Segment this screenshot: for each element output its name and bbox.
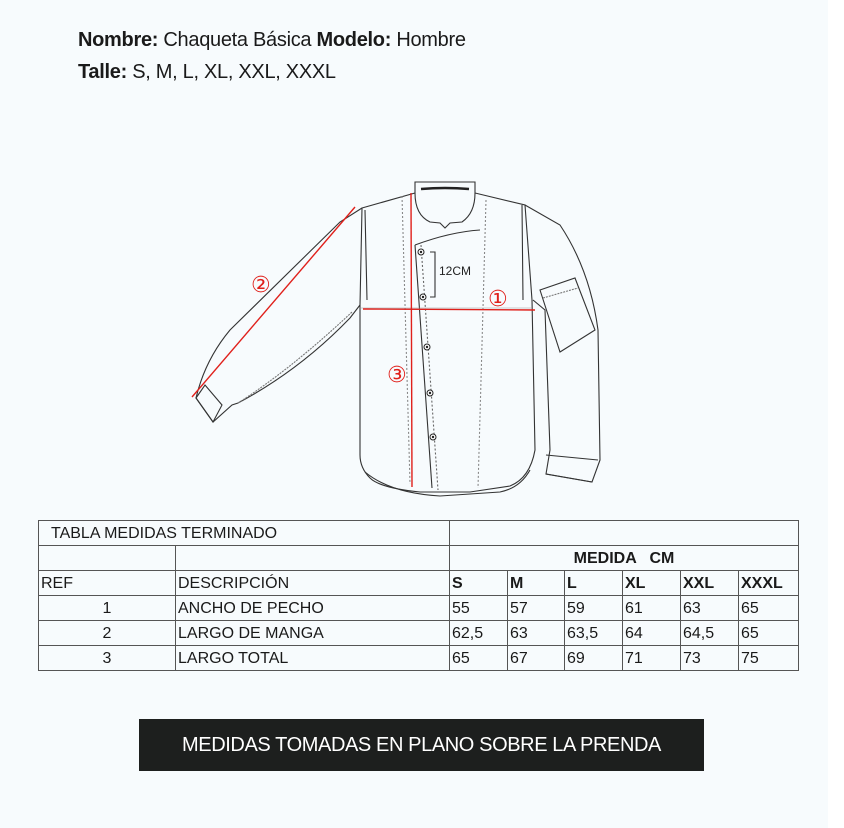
col-header-l: L <box>565 571 623 596</box>
col-header-m: M <box>508 571 565 596</box>
marker-1: ① <box>488 287 508 312</box>
table-header-row <box>39 571 799 596</box>
size-line <box>78 56 466 88</box>
measurements-table <box>38 520 799 671</box>
jacket-body-outline <box>360 182 535 492</box>
table-row <box>39 646 799 671</box>
row-value: 64,5 <box>681 621 739 646</box>
marker-3: ③ <box>387 363 407 388</box>
row-ref: 3 <box>39 646 176 671</box>
measure-line-sleeve <box>192 207 355 397</box>
table-empty-cell <box>39 546 176 571</box>
marker-2: ② <box>251 273 271 298</box>
row-value: 73 <box>681 646 739 671</box>
row-value: 65 <box>739 621 799 646</box>
unit-header: MEDIDA CM <box>450 546 799 571</box>
row-ref: 2 <box>39 621 176 646</box>
table-title: TABLA MEDIDAS TERMINADO <box>39 521 450 546</box>
row-value: 59 <box>565 596 623 621</box>
col-header-ref: REF <box>39 571 176 596</box>
name-line <box>78 24 466 56</box>
row-value: 65 <box>739 596 799 621</box>
sleeve-pocket <box>540 278 595 352</box>
col-header-description: DESCRIPCIÓN <box>176 571 450 596</box>
row-value: 62,5 <box>450 621 508 646</box>
row-description: LARGO DE MANGA <box>176 621 450 646</box>
row-value: 67 <box>508 646 565 671</box>
spacing-bracket <box>430 252 435 297</box>
col-header-s: S <box>450 571 508 596</box>
table-empty-cell <box>176 546 450 571</box>
row-ref: 1 <box>39 596 176 621</box>
name-label: Nombre: <box>78 29 159 51</box>
table-title-row <box>39 521 799 546</box>
model-label: Modelo: <box>316 29 392 51</box>
table-row <box>39 596 799 621</box>
table-title-empty <box>450 521 799 546</box>
row-value: 64 <box>623 621 681 646</box>
col-header-xl: XL <box>623 571 681 596</box>
row-description: LARGO TOTAL <box>176 646 450 671</box>
footer-banner: MEDIDAS TOMADAS EN PLANO SOBRE LA PRENDA <box>139 719 704 771</box>
right-sleeve <box>525 205 600 482</box>
left-sleeve <box>196 208 362 422</box>
measure-line-chest <box>363 309 535 310</box>
product-header <box>78 24 466 88</box>
collar-band <box>421 188 469 189</box>
row-value: 71 <box>623 646 681 671</box>
button-spacing-label: 12CM <box>439 264 472 278</box>
table-row <box>39 621 799 646</box>
size-label: Talle: <box>78 61 127 83</box>
model-value: Hombre <box>396 29 466 51</box>
col-header-xxl: XXL <box>681 571 739 596</box>
row-value: 69 <box>565 646 623 671</box>
jacket-illustration <box>180 170 620 510</box>
row-value: 57 <box>508 596 565 621</box>
row-value: 61 <box>623 596 681 621</box>
size-value: S, M, L, XL, XXL, XXXL <box>132 61 336 83</box>
row-value: 65 <box>450 646 508 671</box>
row-value: 63,5 <box>565 621 623 646</box>
col-header-xxxl: XXXL <box>739 571 799 596</box>
collar <box>415 193 475 228</box>
row-value: 55 <box>450 596 508 621</box>
name-value: Chaqueta Básica <box>163 29 312 51</box>
right-cuff <box>546 455 598 482</box>
table-unit-row <box>39 546 799 571</box>
row-description: ANCHO DE PECHO <box>176 596 450 621</box>
row-value: 75 <box>739 646 799 671</box>
row-value: 63 <box>681 596 739 621</box>
row-value: 63 <box>508 621 565 646</box>
left-cuff <box>196 385 222 422</box>
measure-line-length <box>411 193 412 487</box>
